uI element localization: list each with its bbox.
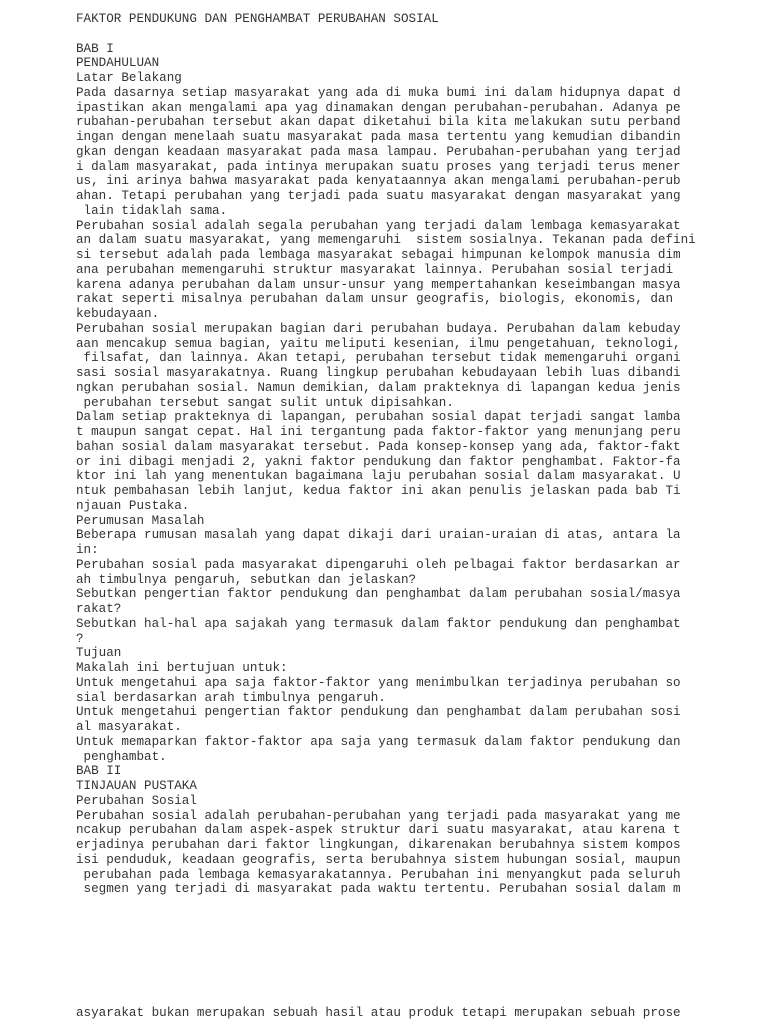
text-line: erjadinya perubahan dari faktor lingkungan, dikarenakan berubahnya sistem kompos <box>76 838 681 852</box>
text-line: karena adanya perubahan dalam unsur-unsur yang mempertahankan keseimbangan masya <box>76 277 681 292</box>
text-line: us, ini arinya bahwa masyarakat pada kenyataannya akan mengalami perubahan-perub <box>76 174 681 189</box>
text-line: BAB II <box>76 764 122 779</box>
text-line: Perumusan Masalah <box>76 513 205 528</box>
text-line: Untuk mengetahui pengertian faktor pendukung dan penghambat dalam perubahan sosi <box>76 705 681 720</box>
text-line: Pada dasarnya setiap masyarakat yang ada di muka bumi ini dalam hidupnya dapat d <box>76 85 681 100</box>
text-line: si tersebut adalah pada lembaga masyarakat sebagai himpunan kelompok manusia dim <box>76 248 681 262</box>
text-line: Untuk mengetahui apa saja faktor-faktor yang menimbulkan terjadinya perubahan so <box>76 675 681 690</box>
document-title: FAKTOR PENDUKUNG DAN PENGHAMBAT PERUBAHAN SOSIAL <box>76 12 439 26</box>
text-line: in: <box>76 543 99 557</box>
text-line: ? <box>76 631 84 646</box>
text-line: an dalam suatu masyarakat, yang memengaruhi sistem sosialnya. Tekanan pada defini <box>76 233 696 248</box>
text-line: lain tidaklah sama. <box>76 203 228 218</box>
text-line: ntuk pembahasan lebih lanjut, kedua faktor ini akan penulis jelaskan pada bab Ti <box>76 484 681 498</box>
text-line: Sebutkan hal-hal apa sajakah yang termasuk dalam faktor pendukung dan penghambat <box>76 616 681 631</box>
text-line: ah timbulnya pengaruh, sebutkan dan jelaskan? <box>76 572 417 587</box>
text-line: or ini dibagi menjadi 2, yakni faktor pendukung dan faktor penghambat. Faktor-fa <box>76 454 681 469</box>
text-line: aan mencakup semua bagian, yaitu meliputi kesenian, ilmu pengetahuan, teknologi, <box>76 336 681 351</box>
text-line: ktor ini lah yang menentukan bagaimana laju perubahan sosial dalam masyarakat. U <box>76 469 681 484</box>
text-line: TINJAUAN PUSTAKA <box>76 779 197 793</box>
text-line: Perubahan sosial merupakan bagian dari perubahan budaya. Perubahan dalam kebuday <box>76 321 681 336</box>
text-line: bahan sosial dalam masyarakat tersebut. Pada konsep-konsep yang ada, faktor-fakt <box>76 439 681 454</box>
text-line: ngkan perubahan sosial. Namun demikian, dalam prakteknya di lapangan kedua jenis <box>76 380 681 395</box>
text-line: ncakup perubahan dalam aspek-aspek struktur dari suatu masyarakat, atau karena t <box>76 823 681 838</box>
text-line: rakat seperti misalnya perubahan dalam unsur geografis, biologis, ekonomis, dan <box>76 292 674 307</box>
text-line: Dalam setiap prakteknya di lapangan, perubahan sosial dapat terjadi sangat lamba <box>76 410 681 425</box>
text-line: isi penduduk, keadaan geografis, serta berubahnya sistem hubungan sosial, maupun <box>76 852 681 867</box>
text-line: PENDAHULUAN <box>76 56 160 71</box>
text-line: kebudayaan. <box>76 307 160 321</box>
text-line: sial berdasarkan arah timbulnya pengaruh. <box>76 690 386 705</box>
text-line: segmen yang terjadi di masyarakat pada waktu tertentu. Perubahan sosial dalam m <box>76 882 681 897</box>
text-line: Perubahan sosial adalah segala perubahan yang terjadi dalam lembaga kemasyarakat <box>76 218 681 233</box>
text-line: perubahan pada lembaga kemasyarakatannya. Perubahan ini menyangkut pada seluruh <box>76 867 681 882</box>
text-line: perubahan tersebut sangat sulit untuk dipisahkan. <box>76 395 454 410</box>
text-line: Tujuan <box>76 646 122 661</box>
text-line: rubahan-perubahan tersebut akan dapat diketahui bila kita melakukan sutu perband <box>76 115 681 130</box>
text-line: ingan dengan menelaah suatu masyarakat pada masa tertentu yang kemudian dibandin <box>76 130 681 144</box>
document-page <box>76 12 716 897</box>
text-line: Perubahan Sosial <box>76 793 197 808</box>
text-line: gkan dengan keadaan masyarakat pada masa lampau. Perubahan-perubahan yang terjad <box>76 144 681 159</box>
text-line: al masyarakat. <box>76 720 182 734</box>
text-line: Untuk memaparkan faktor-faktor apa saja yang termasuk dalam faktor pendukung dan <box>76 734 681 749</box>
text-line: Perubahan sosial pada masyarakat dipengaruhi oleh pelbagai faktor berdasarkan ar <box>76 557 681 572</box>
text-line: filsafat, dan lainnya. Akan tetapi, perubahan tersebut tidak memengaruhi organi <box>76 351 681 366</box>
text-line: Latar Belakang <box>76 71 182 85</box>
text-line: penghambat. <box>76 749 167 764</box>
text-line: ana perubahan memengaruhi struktur masyarakat lainnya. Perubahan sosial terjadi <box>76 262 674 277</box>
text-line: rakat? <box>76 602 122 616</box>
blank-line <box>76 27 716 42</box>
text-line: ahan. Tetapi perubahan yang terjadi pada suatu masyarakat dengan masyarakat yang <box>76 189 681 203</box>
text-line: Perubahan sosial adalah perubahan-perubahan yang terjadi pada masyarakat yang me <box>76 808 681 823</box>
text-line: i dalam masyarakat, pada intinya merupakan suatu proses yang terjadi terus mener <box>76 159 681 174</box>
document-body <box>76 42 716 898</box>
next-page-line: asyarakat bukan merupakan sebuah hasil atau produk tetapi merupakan sebuah prose <box>76 1006 681 1020</box>
text-line: BAB I <box>76 41 114 56</box>
text-line: Sebutkan pengertian faktor pendukung dan penghambat dalam perubahan sosial/masya <box>76 587 681 602</box>
text-line: Beberapa rumusan masalah yang dapat dikaji dari uraian-uraian di atas, antara la <box>76 528 681 543</box>
text-line: ipastikan akan mengalami apa yag dinamakan dengan perubahan-perubahan. Adanya pe <box>76 100 681 115</box>
text-line: Makalah ini bertujuan untuk: <box>76 661 288 675</box>
text-line: sasi sosial masyarakatnya. Ruang lingkup perubahan kebudayaan lebih luas dibandi <box>76 366 681 380</box>
text-line: t maupun sangat cepat. Hal ini tergantung pada faktor-faktor yang menunjang peru <box>76 425 681 439</box>
text-line: njauan Pustaka. <box>76 498 190 513</box>
